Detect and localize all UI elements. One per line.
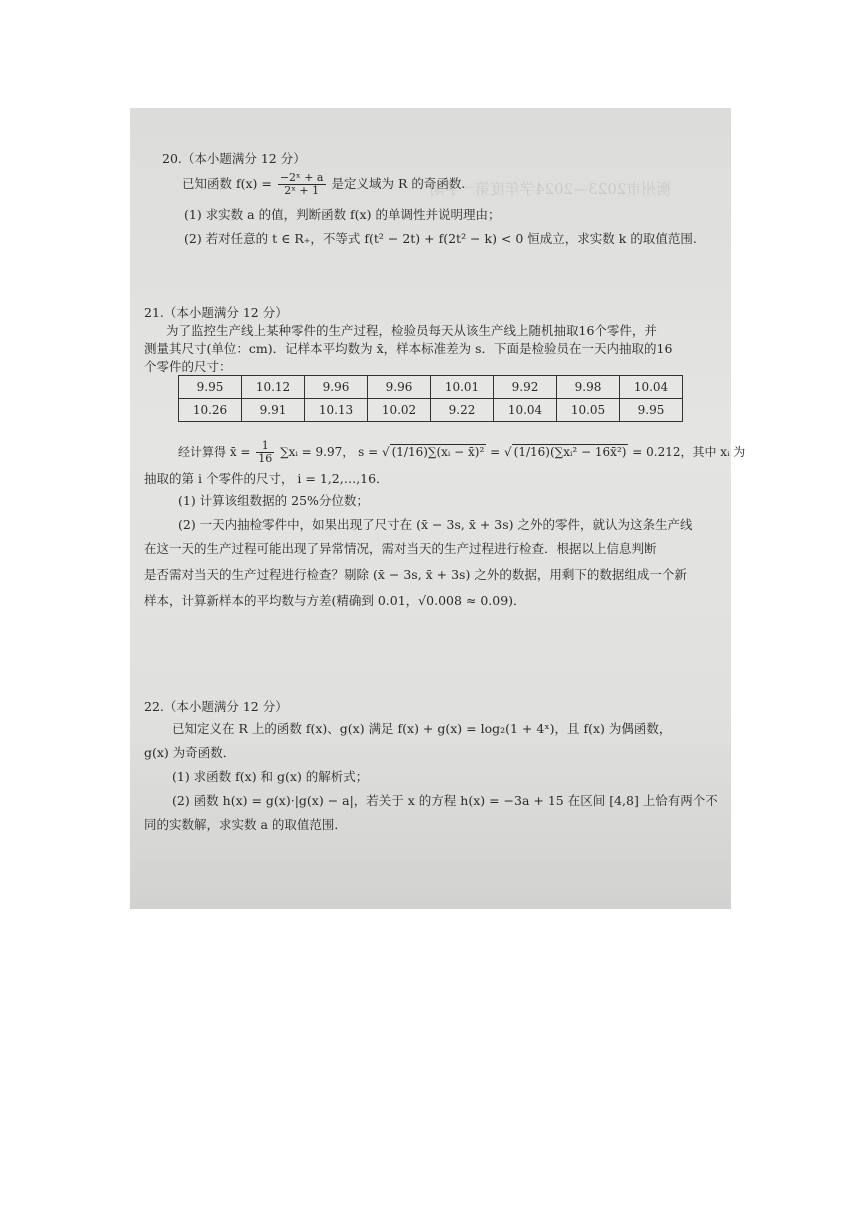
table-cell: 10.01 [431,376,494,399]
table-cell: 9.95 [620,399,683,422]
radical-sign-icon: √ [504,445,512,459]
exam-photo [130,108,746,909]
q21-calc-d: = [490,445,501,459]
q21-calc-c: s = [358,445,379,459]
table-row [179,376,683,399]
q20-part1: (1) 求实数 a 的值，判断函数 f(x) 的单调性并说明理由； [184,207,501,222]
q21-calc-e: = 0.212，其中 xᵢ 为 [632,445,746,459]
q21-part2-line4: 样本，计算新样本的平均数与方差(精确到 0.01，√0.008 ≈ 0.09)． [144,593,526,608]
q21-calc-a: 经计算得 x̄ = [178,445,251,459]
table-cell: 9.96 [305,376,368,399]
q22-header: 22.（本小题满分 12 分） [144,699,288,714]
table-cell: 10.12 [242,376,305,399]
q20-statement [182,172,465,197]
q21-header: 21.（本小题满分 12 分） [144,305,288,320]
q21-intro-2: 测量其尺寸(单位：cm)．记样本平均数为 x̄，样本标准差为 s．下面是检验员在一天内抽取的16 [144,341,673,356]
q22-part2-line1: (2) 函数 h(x) = g(x)·|g(x) − a|，若关于 x 的方程 h(x) = −3a + 15 在区间 [4,8] 上恰有两个不 [172,793,718,808]
q20-statement-b: 是定义域为 R 的奇函数. [331,176,466,191]
q20-part2: (2) 若对任意的 t ∈ R₊，不等式 f(t² − 2t) + f(2t² − k) < 0 恒成立，求实数 k 的取值范围. [184,231,697,246]
table-cell: 9.95 [179,376,242,399]
q20-fraction-denominator: 2ˣ + 1 [284,184,320,197]
table-cell: 9.22 [431,399,494,422]
q22-part2-line2: 同的实数解，求实数 a 的取值范围． [144,817,347,832]
table-cell: 10.05 [557,399,620,422]
table-cell: 9.91 [242,399,305,422]
q21-calc-radicand-2: (1/16)(∑xᵢ² − 16x̄²) [513,445,627,459]
q22-line2: g(x) 为奇函数． [144,745,236,760]
table-cell: 10.04 [494,399,557,422]
q22-part1: (1) 求函数 f(x) 和 g(x) 的解析式； [172,769,369,784]
q21-part2-line3: 是否需对当天的生产过程进行检查？剔除 (x̄ − 3s, x̄ + 3s) 之外的数据，用剩下的数据组成一个新 [144,567,687,582]
q21-calculation [178,440,745,465]
q21-part2-line1: (2) 一天内抽检零件中，如果出现了尺寸在 (x̄ − 3s, x̄ + 3s) 之外的零件，就认为这条生产线 [178,517,693,532]
q21-calc-fraction-denominator: 16 [258,452,273,465]
table-row [179,399,683,422]
q21-calc-b: ∑xᵢ = 9.97， [280,445,355,459]
q21-intro-1: 为了监控生产线上某种零件的生产过程，检验员每天从该生产线上随机抽取16个零件，并 [166,323,657,338]
table-cell: 9.92 [494,376,557,399]
radical-sign-icon: √ [381,445,390,459]
bleed-through-text: 衡州市2023—2024学年度第一学期 [430,180,672,198]
q21-part1: (1) 计算该组数据的 25%分位数； [178,493,369,508]
q21-calc-fraction-numerator: 1 [256,440,274,453]
table-cell: 9.98 [557,376,620,399]
table-cell: 10.26 [179,399,242,422]
q20-fraction [278,172,326,197]
q20-header: 20.（本小题满分 12 分） [162,151,306,166]
q21-intro-3: 个零件的尺寸： [144,359,232,374]
measurement-table [178,375,683,422]
q21-part2-line2: 在这一天的生产过程可能出现了异常情况，需对当天的生产过程进行检查．根据以上信息判断 [144,541,657,556]
table-cell: 10.13 [305,399,368,422]
table-cell: 9.96 [368,376,431,399]
q21-calc-fraction [256,440,274,465]
q20-statement-a: 已知函数 f(x) = [182,176,272,191]
q21-calc-radicand-1: (1/16)∑(xᵢ − x̄)² [391,445,485,459]
q21-calc-line-2: 抽取的第 i 个零件的尺寸， i = 1,2,…,16． [144,471,389,486]
q22-line1: 已知定义在 R 上的函数 f(x)、g(x) 满足 f(x) + g(x) = log₂(1 + 4ˣ)，且 f(x) 为偶函数， [172,721,672,736]
q20-fraction-numerator: −2ˣ + a [279,171,324,184]
table-cell: 10.04 [620,376,683,399]
table-cell: 10.02 [368,399,431,422]
